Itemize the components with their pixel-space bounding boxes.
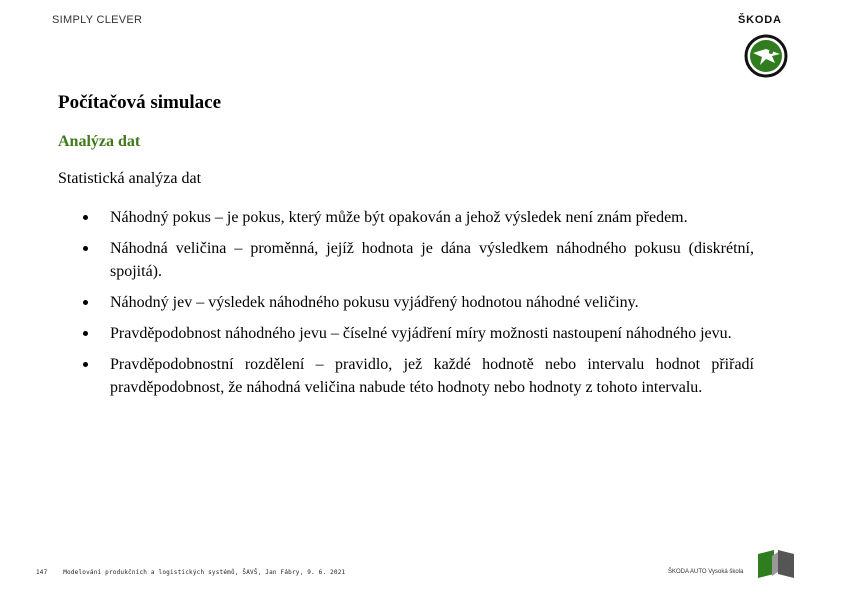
tagline: SIMPLY CLEVER	[52, 14, 143, 26]
list-item: Náhodná veličina – proměnná, jejíž hodnota je dána výsledkem náhodného pokusu (diskrétní, spojitá).	[78, 237, 754, 283]
slide-title: Počítačová simulace	[58, 92, 222, 113]
list-item: Náhodný pokus – je pokus, který může být opakován a jehož výsledek není znám předem.	[78, 206, 754, 229]
footer-text: Modelování produkčních a logistických systémů, ŠAVŠ, Jan Fábry, 9. 6. 2021	[63, 569, 346, 576]
list-item: Pravděpodobnostní rozdělení – pravidlo, jež každé hodnotě nebo intervalu hodnot přiřadí pravděpodobnost, že náhodná veličina nabude této hodnoty nebo hodnoty z tohoto intervalu.	[78, 353, 754, 399]
footer	[36, 569, 345, 576]
list-item: Náhodný jev – výsledek náhodného pokusu vyjádřený hodnotou náhodné veličiny.	[78, 291, 754, 314]
bullet-icon	[83, 246, 88, 251]
list-item: Pravděpodobnost náhodného jevu – číselné vyjádření míry možnosti nastoupení náhodného jevu.	[78, 322, 754, 345]
slide-subtitle: Analýza dat	[58, 133, 141, 150]
bullet-icon	[83, 215, 88, 220]
section-heading: Statistická analýza dat	[58, 170, 202, 187]
brand-name: ŠKODA	[738, 14, 782, 26]
bullet-list	[78, 206, 754, 407]
page-number: 147	[36, 569, 48, 576]
bullet-icon	[83, 362, 88, 367]
school-name: ŠKODA AUTO Vysoká škola	[668, 569, 744, 575]
bullet-icon	[83, 300, 88, 305]
skoda-logo-icon	[744, 34, 788, 78]
school-flag-icon	[758, 550, 794, 578]
bullet-icon	[83, 331, 88, 336]
